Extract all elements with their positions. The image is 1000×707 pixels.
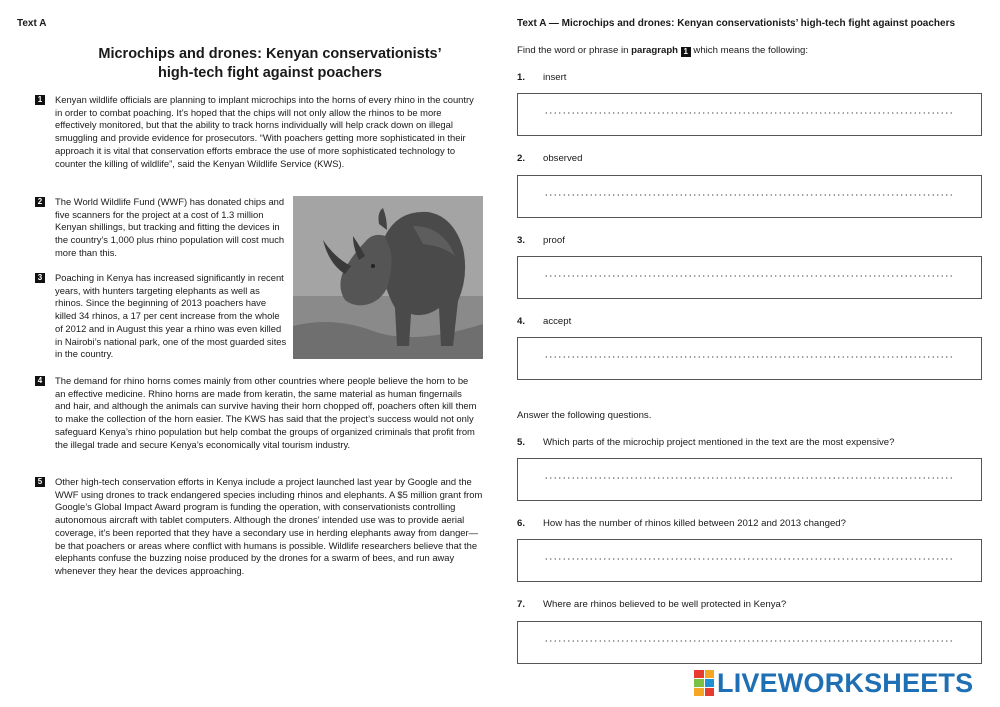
paragraph-number: 3 bbox=[35, 273, 45, 283]
logo-mark-icon bbox=[694, 670, 714, 696]
question-text: observed bbox=[543, 153, 583, 164]
paragraph-number: 1 bbox=[35, 95, 45, 105]
question-text: accept bbox=[543, 316, 572, 327]
liveworksheets-logo[interactable] bbox=[694, 668, 973, 698]
paragraph-text: Kenyan wildlife officials are planning to implant microchips into the horns of every rhino in the country in order to combat poaching. It’s hoped that the chips will not only allow the rhinos to be more effectively monitored, but that the ability to track horns individually will help crack down on illegal smuggling and provide evidence for prosecutors. “With poachers getting more sophisticated in their approach it is vital that conservation efforts embrace the use of more sophisticated technology to counter the killing of wildlife”, said the Kenyan Wildlife Service (KWS). bbox=[55, 94, 474, 169]
answer-dotted-line bbox=[544, 275, 955, 277]
paragraph-number: 2 bbox=[35, 197, 45, 207]
question-text: proof bbox=[543, 235, 565, 246]
article-title-line-2: high-tech fight against poachers bbox=[158, 65, 382, 81]
answer-intro: Answer the following questions. bbox=[517, 410, 652, 421]
answer-box-7[interactable] bbox=[517, 621, 982, 664]
question-text: Which parts of the microchip project mentioned in the text are the most expensive? bbox=[543, 437, 895, 448]
question-text: How has the number of rhinos killed between 2012 and 2013 changed? bbox=[543, 518, 846, 529]
text-label: Text A bbox=[17, 18, 47, 29]
exercise-title: Text A — Microchips and drones: Kenyan conservationists’ high-tech fight against poachers bbox=[517, 18, 956, 29]
answer-dotted-line bbox=[544, 558, 955, 560]
paragraph-1 bbox=[35, 94, 475, 170]
answer-dotted-line bbox=[544, 640, 955, 642]
answer-box-4[interactable] bbox=[517, 337, 982, 380]
question-number: 6. bbox=[517, 518, 526, 529]
paragraph-3 bbox=[35, 272, 290, 361]
question-text: insert bbox=[543, 72, 567, 83]
paragraph-text: Other high-tech conservation efforts in Kenya include a project launched last year by Google and the WWF using drones to track endangered species including rhinos and elephants. A $5 million grant from Google’s Global Impact Award program is funding the operation, with conservationists controlling autonomous aircraft with tablet computers. Although the drones’ intended use was to provide aerial coverage, it’s been reported that they have a secondary use in herding elephants away from danger—be that poachers or areas where conflict with humans is possible. Wildlife researchers believe that the elephants confuse the buzzing noise produced by the drones for a swarm of bees, and run away whenever they hear the devices approaching. bbox=[55, 476, 483, 576]
question-number: 2. bbox=[517, 153, 526, 164]
answer-box-2[interactable] bbox=[517, 175, 982, 218]
answer-box-1[interactable] bbox=[517, 93, 982, 136]
answer-box-5[interactable] bbox=[517, 458, 982, 501]
question-number: 4. bbox=[517, 316, 526, 327]
answer-box-6[interactable] bbox=[517, 539, 982, 582]
answer-dotted-line bbox=[544, 356, 955, 358]
paragraph-number: 5 bbox=[35, 477, 45, 487]
paragraph-text: The World Wildlife Fund (WWF) has donated chips and five scanners for the project at a cost of 1.3 million Kenyan shillings, but tracking and fitting the devices in the country’s 1,000 plus rhino population will cost much more than this. bbox=[55, 196, 285, 258]
paragraph-number: 4 bbox=[35, 376, 45, 386]
answer-dotted-line bbox=[544, 194, 955, 196]
question-number: 5. bbox=[517, 437, 526, 448]
instruction-pre: Find the word or phrase in bbox=[517, 45, 629, 56]
question-number: 7. bbox=[517, 599, 526, 610]
article-title bbox=[60, 45, 480, 83]
instruction-paragraph-number: 1 bbox=[681, 47, 691, 57]
article-title-line-1: Microchips and drones: Kenyan conservationists’ bbox=[98, 46, 442, 62]
question-number: 1. bbox=[517, 72, 526, 83]
logo-text: LIVEWORKSHEETS bbox=[717, 668, 974, 698]
rhino-illustration bbox=[293, 196, 483, 359]
question-number: 3. bbox=[517, 235, 526, 246]
answer-dotted-line bbox=[544, 112, 955, 114]
instruction-keyword: paragraph bbox=[631, 45, 679, 56]
paragraph-text: The demand for rhino horns comes mainly from other countries where people believe the horn to be an effective medicine. Rhino horns are made from keratin, the same material as human fingernails and hair, and although the animals can survive having their horn chopped off, poachers often kill them to make the collection of the horn easier. The KWS has said that the project’s success would not only safeguard Kenya’s rhino population but help combat the groups of organized criminals that profit from the illegal trade and secure Kenya’s economically vital tourism industry. bbox=[55, 375, 477, 450]
vocab-instruction bbox=[517, 45, 808, 57]
question-text: Where are rhinos believed to be well protected in Kenya? bbox=[543, 599, 787, 610]
rhino-photo bbox=[293, 196, 483, 359]
paragraph-5 bbox=[35, 476, 483, 578]
answer-box-3[interactable] bbox=[517, 256, 982, 299]
answer-dotted-line bbox=[544, 477, 955, 479]
paragraph-text: Poaching in Kenya has increased significantly in recent years, with hunters targeting elephants as well as rhinos. Since the beginning of 2013 poachers have killed 34 rhinos, a 17 per cent increase from the whole of 2012 and in August this year a rhino was even killed in Nairobi’s national park, one of the most guarded sites in the country. bbox=[55, 272, 287, 360]
paragraph-4 bbox=[35, 375, 480, 451]
paragraph-2 bbox=[35, 196, 290, 260]
instruction-post: which means the following: bbox=[693, 45, 809, 56]
